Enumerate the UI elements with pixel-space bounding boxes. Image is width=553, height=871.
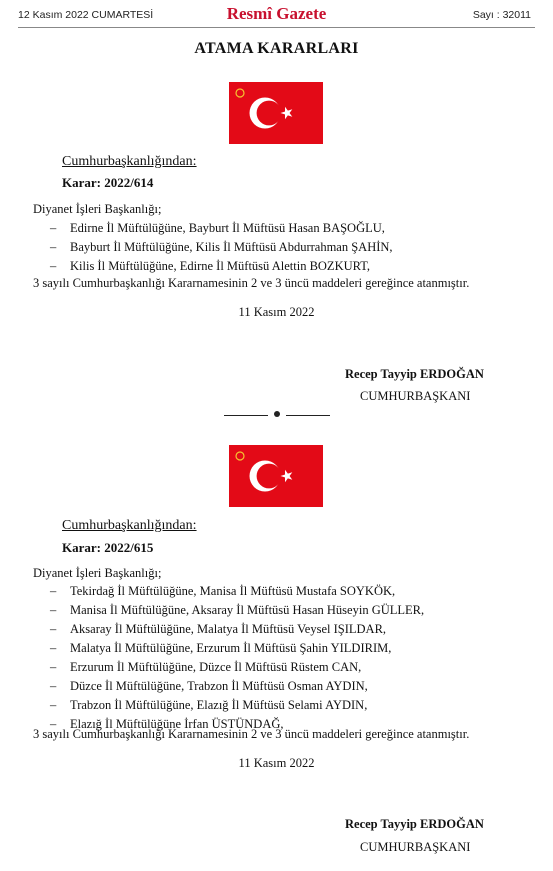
list-dash: – <box>50 641 57 655</box>
appointment-text: Kilis İl Müftülüğüne, Edirne İl Müftüsü Alettin BOZKURT, <box>70 259 371 273</box>
institution-intro: Diyanet İşleri Başkanlığı; <box>33 566 162 580</box>
authority-label: Cumhurbaşkanlığından: <box>62 518 197 533</box>
decision-date: 11 Kasım 2022 <box>238 756 315 770</box>
appointment-text: Bayburt İl Müftülüğüne, Kilis İl Müftüsü Abdurrahman ŞAHİN, <box>70 240 393 254</box>
separator-dot <box>274 411 280 417</box>
gazette-header <box>0 0 553 30</box>
turkish-flag-icon <box>229 82 323 144</box>
list-dash: – <box>50 240 57 254</box>
gazette-name: Resmî Gazete <box>226 4 327 23</box>
issue-number: Sayı : 32011 <box>472 9 531 21</box>
appointment-text: Tekirdağ İl Müftülüğüne, Manisa İl Müftüsü Mustafa SOYKÖK, <box>70 584 396 598</box>
list-dash: – <box>50 584 57 598</box>
list-dash: – <box>50 221 57 235</box>
appointment-text: Aksaray İl Müftülüğüne, Malatya İl Müftüsü Veysel IŞILDAR, <box>70 622 387 636</box>
page-title: ATAMA KARARLARI <box>194 40 359 57</box>
section-separator <box>224 406 330 422</box>
list-dash: – <box>50 698 57 712</box>
decision-number: Karar: 2022/615 <box>62 540 154 555</box>
separator-line <box>286 415 330 416</box>
signer-title: CUMHURBAŞKANI <box>360 840 471 854</box>
appointment-text: Edirne İl Müftülüğüne, Bayburt İl Müftüsü Hasan BAŞOĞLU, <box>70 221 385 235</box>
list-dash: – <box>50 603 57 617</box>
institution-intro: Diyanet İşleri Başkanlığı; <box>33 202 162 216</box>
decision-date: 11 Kasım 2022 <box>238 305 315 319</box>
closing-statement: 3 sayılı Cumhurbaşkanlığı Kararnamesinin 2 ve 3 üncü maddeleri gereğince atanmıştır. <box>33 276 470 290</box>
decision-number: Karar: 2022/614 <box>62 175 154 190</box>
signer-title: CUMHURBAŞKANI <box>360 389 471 403</box>
list-dash: – <box>50 679 57 693</box>
appointment-text: Elazığ İl Müftülüğüne İrfan ÜSTÜNDAĞ, <box>70 717 284 731</box>
list-dash: – <box>50 622 57 636</box>
turkish-flag-icon <box>229 445 323 507</box>
appointment-text: Erzurum İl Müftülüğüne, Düzce İl Müftüsü Rüstem CAN, <box>70 660 362 674</box>
list-dash: – <box>50 660 57 674</box>
separator-line <box>224 415 268 416</box>
appointment-text: Manisa İl Müftülüğüne, Aksaray İl Müftüsü Hasan Hüseyin GÜLLER, <box>70 603 425 617</box>
appointment-text: Trabzon İl Müftülüğüne, Elazığ İl Müftüsü Selami AYDIN, <box>70 698 368 712</box>
appointment-text: Malatya İl Müftülüğüne, Erzurum İl Müftüsü Şahin YILDIRIM, <box>70 641 392 655</box>
header-date: 12 Kasım 2022 CUMARTESİ <box>18 9 154 21</box>
closing-statement: 3 sayılı Cumhurbaşkanlığı Kararnamesinin 2 ve 3 üncü maddeleri gereğince atanmıştır. <box>33 727 470 741</box>
header-rule <box>18 27 535 28</box>
list-dash: – <box>50 259 57 273</box>
signer-name: Recep Tayyip ERDOĞAN <box>345 817 484 831</box>
signer-name: Recep Tayyip ERDOĞAN <box>345 367 484 381</box>
appointment-text: Düzce İl Müftülüğüne, Trabzon İl Müftüsü Osman AYDIN, <box>70 679 368 693</box>
authority-label: Cumhurbaşkanlığından: <box>62 154 197 169</box>
list-dash: – <box>50 717 57 731</box>
